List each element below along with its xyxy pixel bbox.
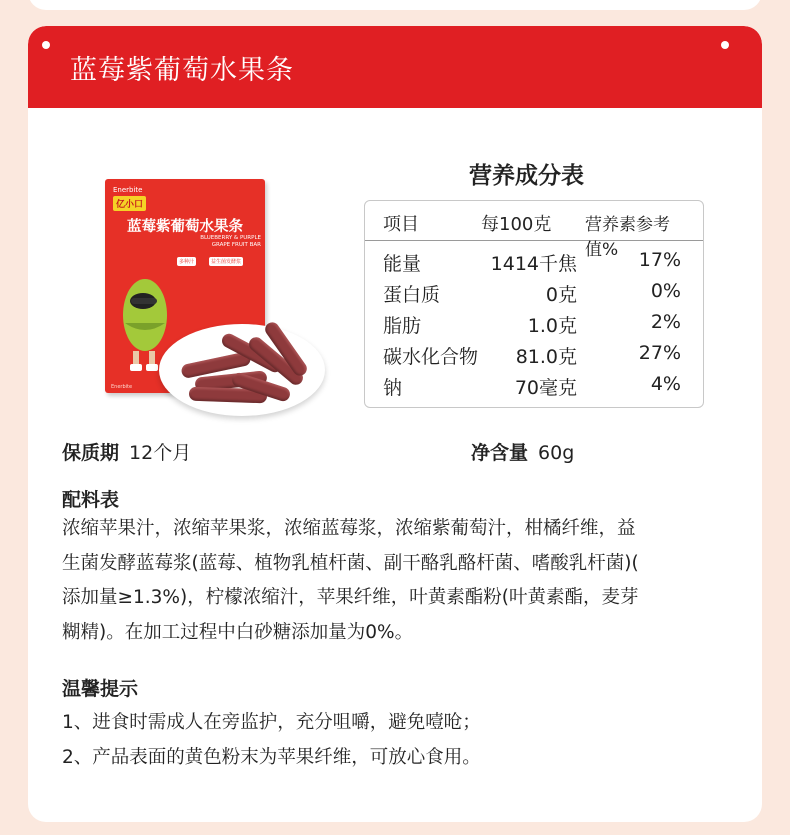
row-value: 70毫克 (514, 377, 577, 399)
row-item: 蛋白质 (383, 284, 441, 306)
box-english-name: BLUEBERRY & PURPLE GRAPE FRUIT BAR (200, 235, 261, 248)
ingredients-line: 添加量≥1.3%)，柠檬浓缩汁，苹果纤维，叶黄素酯粉(叶黄素酯，麦芽 (62, 587, 639, 608)
ingredients-text (62, 512, 734, 650)
row-value: 1414千焦 (490, 253, 577, 275)
shelf-life (62, 438, 191, 465)
box-logo: 亿小口 (113, 196, 146, 211)
row-item: 钠 (383, 377, 403, 399)
nutrition-row (365, 311, 703, 341)
row-value: 1.0克 (527, 315, 577, 337)
net-content (471, 438, 574, 465)
header-nrv: 营养素参考值% (585, 215, 670, 260)
header-per100g: 每100克 (481, 214, 552, 235)
previous-card-edge (28, 0, 762, 10)
box-brand: Enerbite (113, 186, 143, 194)
box-footer-brand: Enerbite (111, 384, 133, 390)
header-item: 项目 (383, 214, 419, 235)
ingredients-line: 浓缩苹果汁，浓缩苹果浆，浓缩蓝莓浆，浓缩紫葡萄汁，柑橘纤维，益 (62, 518, 636, 539)
row-nrv: 2% (650, 311, 681, 333)
product-title: 蓝莓紫葡萄水果条 (70, 55, 294, 86)
row-nrv: 27% (638, 342, 681, 364)
net-content-value: 60g (538, 442, 575, 464)
ingredients-title: 配料表 (62, 489, 120, 511)
banner-dot-left (42, 41, 50, 49)
product-image (105, 179, 325, 419)
row-nrv: 0% (650, 280, 681, 302)
banner-dot-right (721, 41, 729, 49)
title-banner (28, 26, 762, 108)
shelf-life-value: 12个月 (129, 442, 192, 464)
box-product-name: 蓝莓紫葡萄水果条 (127, 219, 243, 235)
net-content-label: 净含量 (471, 442, 529, 464)
row-item: 碳水化合物 (383, 346, 479, 368)
ingredients-line: 糊精)。在加工过程中白砂糖添加量为0%。 (62, 621, 414, 643)
nutrition-row (365, 280, 703, 310)
row-value: 0克 (545, 284, 577, 306)
shelf-life-label: 保质期 (62, 442, 120, 464)
nutrition-row (365, 249, 703, 279)
row-item: 脂肪 (383, 315, 422, 337)
box-tag-probiotic: 益生菌发酵浆 (211, 259, 242, 265)
ingredients-line: 生菌发酵蓝莓浆(蓝莓、植物乳植杆菌、副干酪乳酪杆菌、嗜酸乳杆菌)( (62, 552, 639, 574)
row-value: 81.0克 (515, 346, 577, 368)
tip-item: 1、进食时需成人在旁监护，充分咀嚼，避免噎呛； (62, 712, 481, 733)
nutrition-row (365, 342, 703, 372)
row-nrv: 4% (650, 373, 681, 395)
tip-item: 2、产品表面的黄色粉末为苹果纤维，可放心食用。 (62, 747, 481, 768)
tips-title: 温馨提示 (62, 678, 139, 700)
nutrition-table (364, 200, 704, 408)
nutrition-title: 营养成分表 (469, 163, 584, 189)
plate (159, 324, 325, 416)
box-tag-juice: 多种汁 (179, 259, 195, 265)
nutrition-row (365, 373, 703, 403)
product-info-card (28, 26, 762, 822)
row-nrv: 17% (638, 249, 681, 271)
row-item: 能量 (383, 253, 422, 275)
